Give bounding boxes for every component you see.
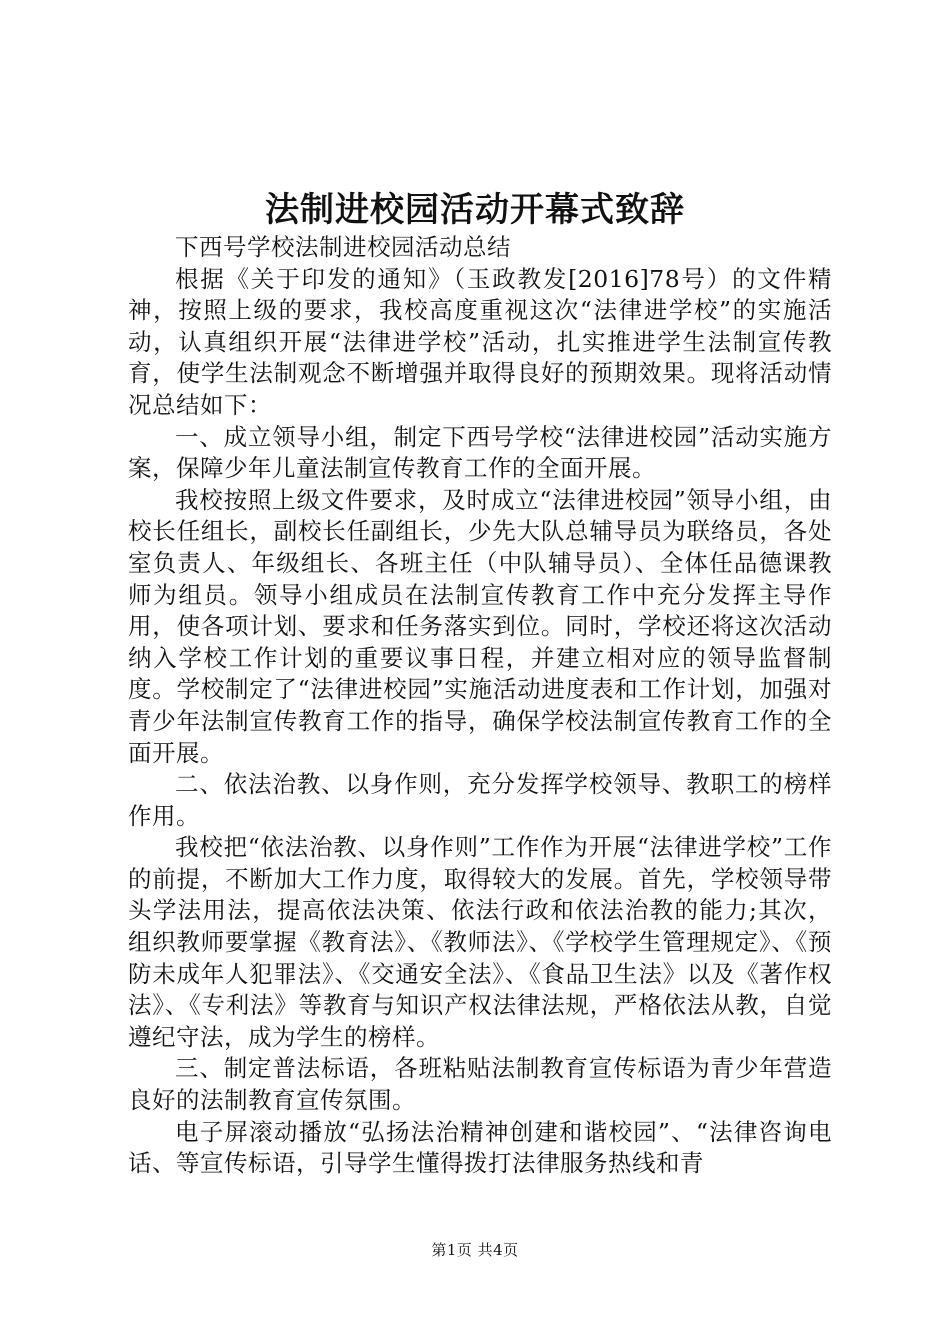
paragraph: 一、成立领导小组，制定下西号学校“法律进校园”活动实施方案，保障少年儿童法制宣传教育工作的全面开展。 [128, 422, 832, 483]
document-body [128, 232, 832, 1180]
document-title: 法制进校园活动开幕式致辞 [265, 190, 685, 230]
paragraph: 我校把“依法治教、以身作则”工作作为开展“法律进学校”工作的前提，不断加大工作力度，取得较大的发展。首先，学校领导带头学法用法，提高依法决策、依法行政和依法治教的能力;其次，组织教师要掌握《教育法》、《教师法》、《学校学生管理规定》、《预防未成年人犯罪法》、《交通安全法》、《食品卫生法》以及《著作权法》、《专利法》等教育与知识产权法律法规，严格依法从教，自觉遵纪守法，成为学生的榜样。 [128, 833, 832, 1051]
paragraph: 电子屏滚动播放“弘扬法治精神创建和谐校园”、“法律咨询电话、等宣传标语，引导学生懂得拨打法律服务热线和青 [128, 1117, 832, 1178]
page-number-footer: 第1页 共4页 [431, 1241, 519, 1259]
paragraph: 根据《关于印发的通知》（玉政教发[2016]78号）的文件精神，按照上级的要求，我校高度重视这次“法律进学校”的实施活动，认真组织开展“法律进学校”活动，扎实推进学生法制宣传教育，使学生法制观念不断增强并取得良好的预期效果。现将活动情况总结如下： [128, 264, 832, 419]
paragraph: 二、依法治教、以身作则，充分发挥学校领导、教职工的榜样作用。 [128, 770, 832, 830]
paragraph: 我校按照上级文件要求，及时成立“法律进校园”领导小组，由校长任组长，副校长任副组长，少先大队总辅导员为联络员，各处室负责人、年级组长、各班主任（中队辅导员）、全体任品德课教师为组员。领导小组成员在法制宣传教育工作中充分发挥主导作用，使各项计划、要求和任务落实到位。同时，学校还将这次活动纳入学校工作计划的重要议事日程，并建立相对应的领导监督制度。学校制定了“法律进校园”实施活动进度表和工作计划，加强对青少年法制宣传教育工作的指导，确保学校法制宣传教育工作的全面开展。 [128, 485, 832, 767]
paragraph: 下西号学校法制进校园活动总结 [175, 233, 511, 261]
paragraph: 三、制定普法标语，各班粘贴法制教育宣传标语为青少年营造良好的法制教育宣传氛围。 [128, 1054, 832, 1115]
